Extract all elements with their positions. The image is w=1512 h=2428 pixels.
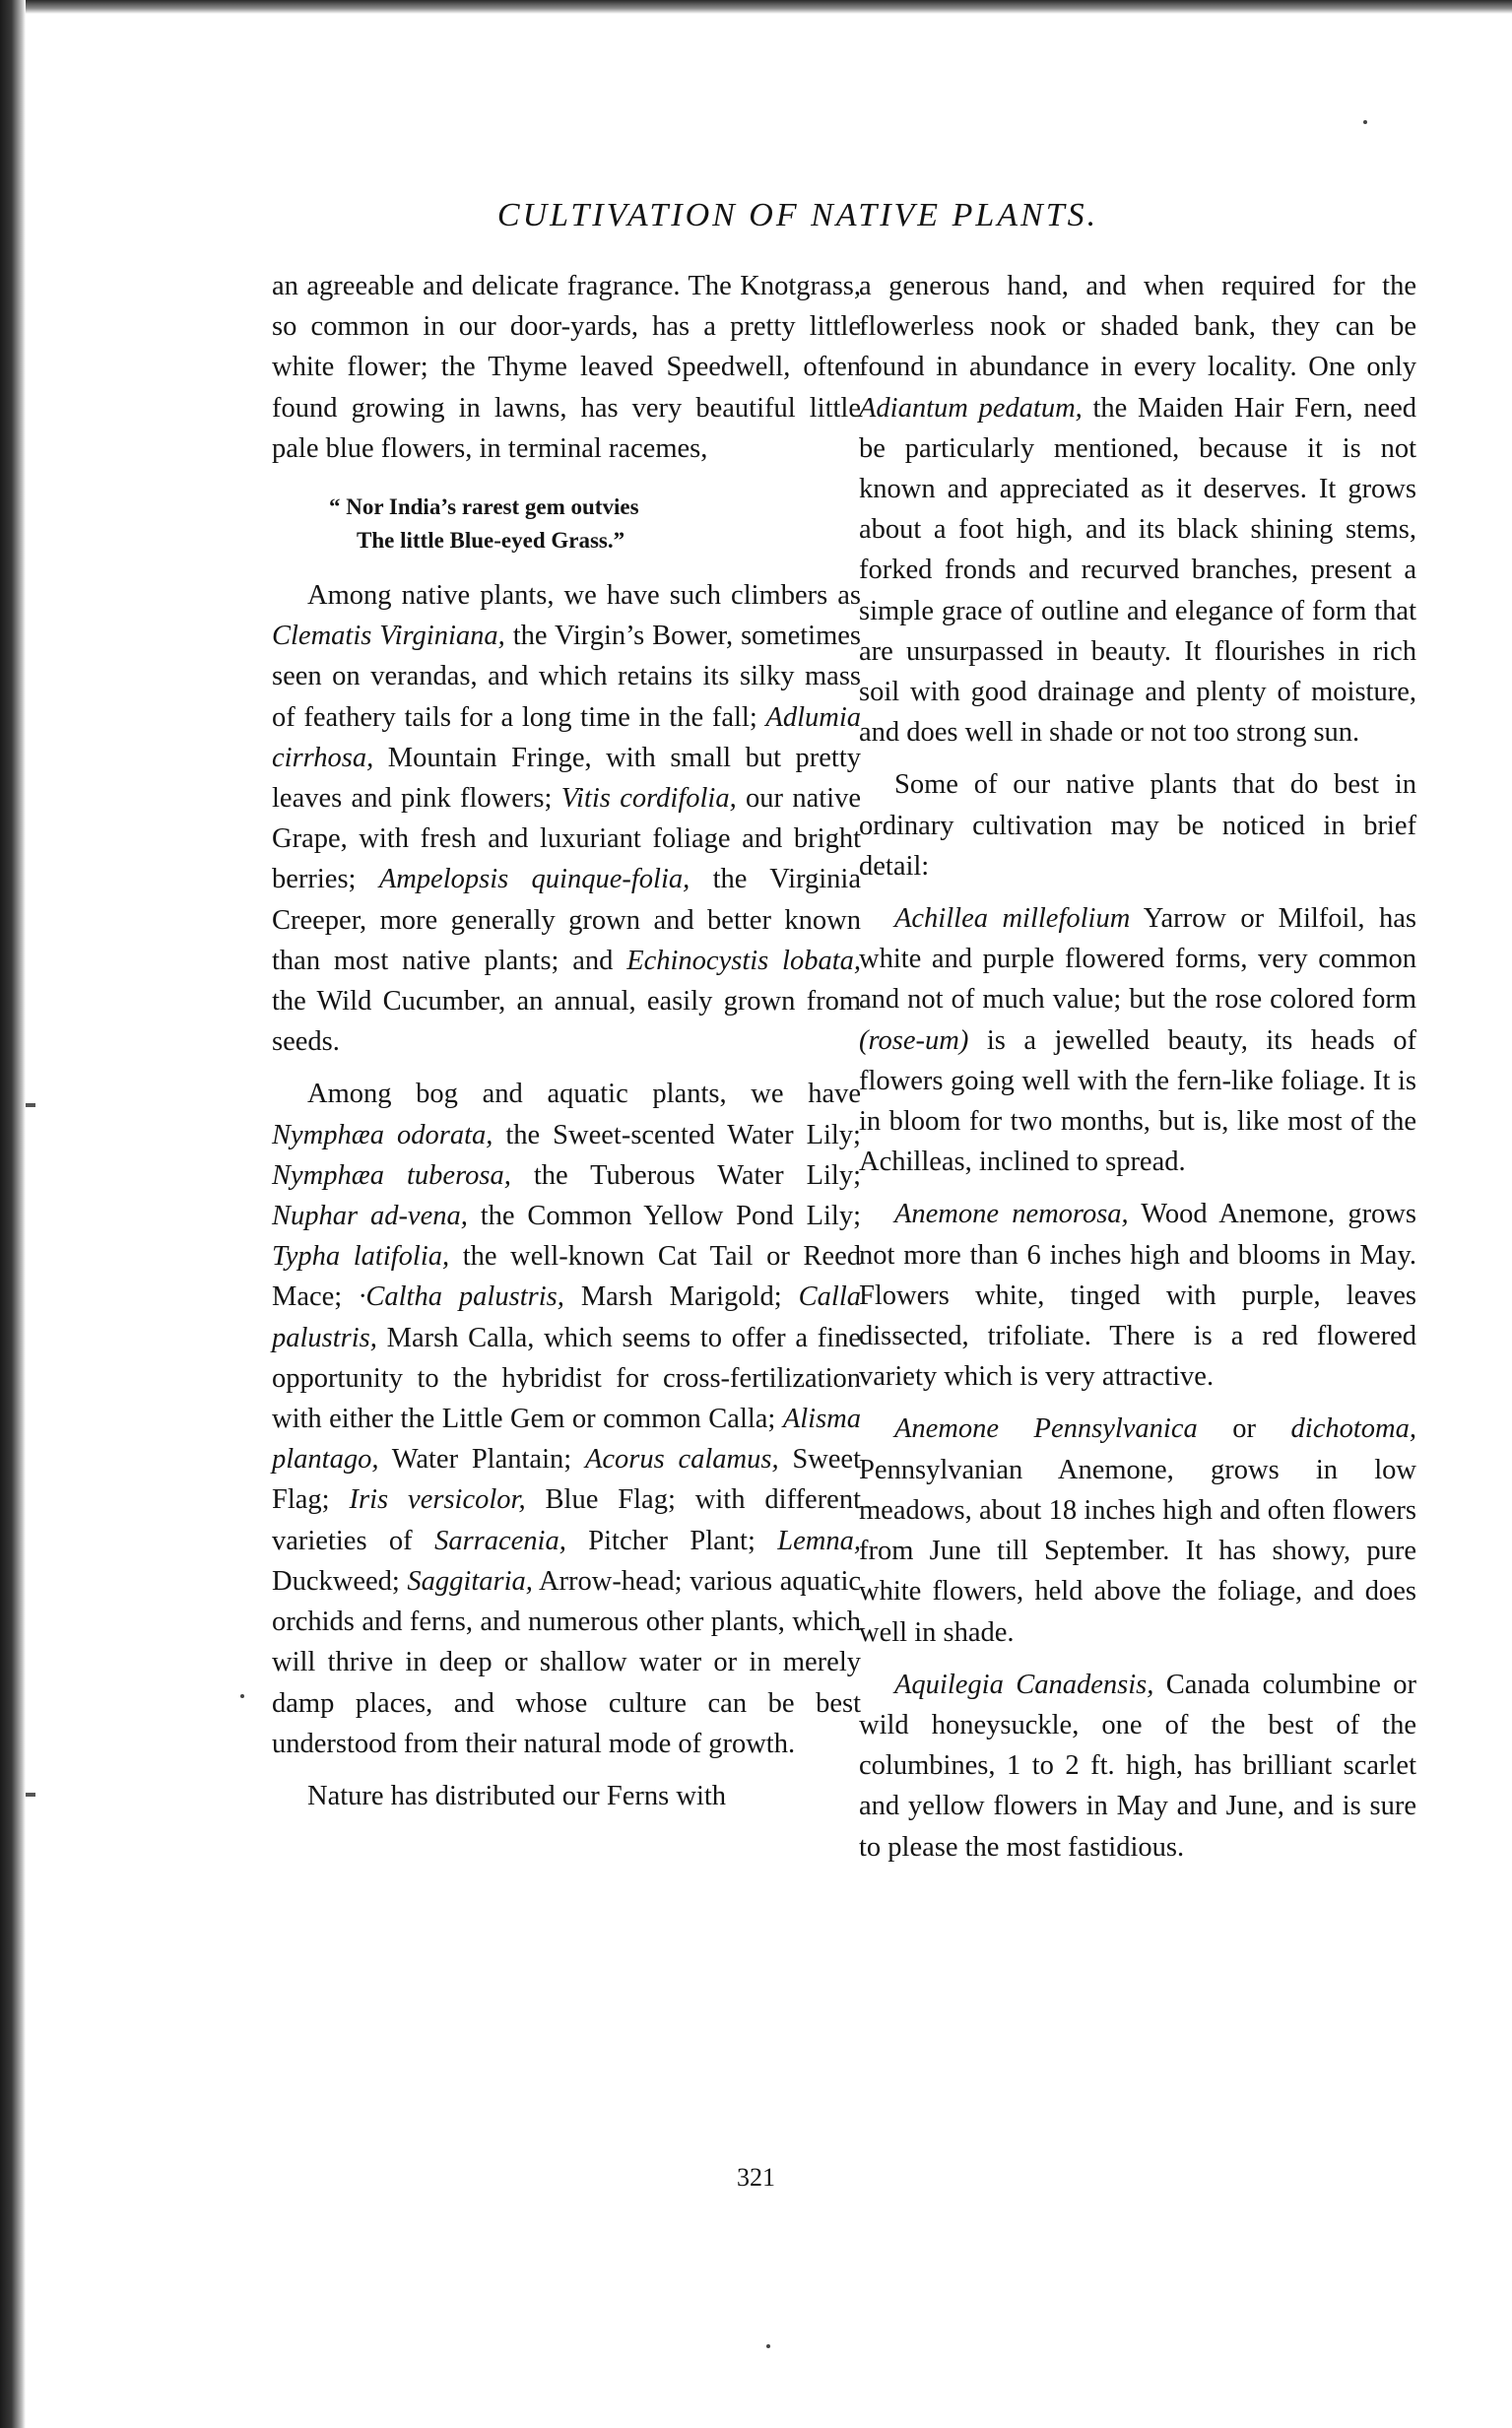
text-run: the Common Yellow Pond Lily; [467, 1201, 861, 1232]
paragraph [272, 575, 861, 1062]
paragraph [859, 266, 1416, 753]
text-run: Some of our native plants that do best in ordinary cultivation may be noticed in brief detail: [859, 769, 1416, 882]
species-name: Iris versicolor, [349, 1484, 526, 1516]
text-run: Duckweed; [272, 1565, 408, 1597]
text-run: or [1197, 1413, 1291, 1445]
species-name: Adlumia cirrhosa, [272, 701, 861, 773]
text-run: Canada columbine or wild honeysuckle, one of the best of the columbines, 1 to 2 ft. high, has brilliant scarlet and yellow flowers in May and June, and is sure to please the most fastidious. [859, 1669, 1416, 1863]
text-run: Wood Anemone, grows not more than 6 inches high and blooms in May. Flowers white, tinged with purple, leaves dissected, trifoliate. There is a red flowered variety which is very attractive. [859, 1199, 1416, 1393]
species-name: Adiantum pedatum, [859, 392, 1083, 424]
scan-speck [1363, 120, 1367, 124]
text-run: the Sweet-scented Water Lily; [493, 1119, 861, 1150]
species-name: dichotoma, [1290, 1413, 1416, 1445]
text-run: Arrow-head; various aquatic orchids and ferns, and numerous other plants, which will thrive in deep or shallow water or in merely damp places, and whose culture can be best understood from their natural mode of growth. [272, 1565, 862, 1759]
text-run: Yarrow or Milfoil, has white and purple flowered forms, very common and not of much value; but the rose colored form [859, 903, 1416, 1016]
species-name: Anemone nemorosa, [894, 1199, 1129, 1230]
text-run: our native Grape, with fresh and luxuriant foliage and bright berries; [272, 783, 861, 895]
species-name: Nymphæa odorata, [272, 1119, 493, 1150]
paragraph [859, 764, 1416, 886]
text-run: Pitcher Plant; [565, 1525, 778, 1556]
text-run: a generous hand, and when required for the flowerless nook or shaded bank, they can be found in abundance in every locality. One only [859, 271, 1416, 383]
species-name: Achillea millefolium [894, 903, 1131, 935]
text-run: Pennsylvanian Anemone, grows in low meadows, about 18 inches high and often flowers from June till September. It has showy, pure white flowers, held above the foliage, and does well in shade. [859, 1454, 1416, 1648]
text-run: Mountain Fringe, with small but pretty leaves and pink flowers; [272, 742, 861, 815]
species-name: Nuphar ad-vena, [272, 1201, 468, 1232]
scan-speck [26, 1103, 35, 1107]
verse-quote [329, 491, 861, 558]
text-run: Water Plantain; [378, 1444, 585, 1476]
text-run: Sweet Flag; [272, 1444, 862, 1516]
running-header: CULTIVATION OF NATIVE PLANTS. [496, 197, 1099, 233]
right-column [859, 266, 1416, 1868]
species-name: Clematis Virginiana, [272, 621, 505, 652]
species-name: Typha latifolia, [272, 1241, 450, 1273]
paragraph [859, 1194, 1416, 1397]
species-name: Lemna, [777, 1525, 862, 1556]
paragraph [859, 1665, 1416, 1868]
text-run: Among bog and aquatic plants, we have [307, 1079, 861, 1110]
species-name: Calla palustris, [272, 1281, 862, 1353]
quote-line: “ Nor India’s rarest gem outvies [329, 494, 639, 520]
paragraph [859, 898, 1416, 1182]
text-run: Marsh Marigold; [563, 1281, 799, 1313]
text-run: the Maiden Hair Fern, need be particularly mentioned, because it is not known and appreciated as it deserves. It grows about a foot high, and its black shining stems, forked fronds and recurved branches, present a simple grace of outline and elegance of form that are unsurpassed in beauty. It flourishes in rich soil with good drainage and plenty of moisture, and does well in shade or not too strong sun. [859, 392, 1416, 749]
text-run: Marsh Calla, which seems to offer a fine opportunity to the hybridist for cross-fertilization with either the Little Gem or common Calla; [272, 1322, 861, 1435]
species-name: Saggitaria, [407, 1565, 533, 1597]
text-run: the well-known Cat Tail or Reed Mace; [272, 1241, 861, 1313]
scan-speck [26, 1793, 35, 1797]
species-name: Anemone Pennsylvanica [894, 1413, 1198, 1445]
species-name: Ampelopsis quinque-folia, [378, 864, 690, 895]
text-run: is a jewelled beauty, its heads of flowers going well with the fern-like foliage. It is in bloom for two months, but is, like most of the Achilleas, inclined to spread. [859, 1024, 1416, 1178]
text-run: the Virginia Creeper, more generally grown and better known than most native plants; and [272, 864, 861, 976]
species-name: Echinocystis lobata, [626, 945, 861, 976]
scan-top-edge [0, 0, 1512, 14]
quote-line: The little Blue-eyed Grass.” [357, 528, 625, 554]
left-column [272, 266, 861, 1816]
scan-speck [766, 2344, 770, 2348]
text-run: Among native plants, we have such climbers as [307, 580, 861, 612]
text-run: Nature has distributed our Ferns with [307, 1780, 727, 1811]
text-run: the Tuberous Water Lily; [510, 1159, 861, 1191]
paragraph [859, 1409, 1416, 1652]
species-name: Aquilegia Canadensis, [894, 1669, 1154, 1700]
species-name: Sarracenia, [434, 1525, 566, 1556]
scan-binding-edge [0, 0, 26, 2428]
species-name: (rose-um) [859, 1024, 969, 1056]
text-run: Blue Flag; with different varieties of [272, 1484, 861, 1556]
page-number: 321 [737, 2163, 775, 2192]
species-name: Nymphæa tuberosa, [272, 1159, 511, 1191]
text-run: the Virgin’s Bower, sometimes seen on verandas, and which retains its silky mass of feathery tails for a long time in the fall; [272, 621, 861, 733]
paragraph [272, 266, 861, 469]
species-name: Vitis cordifolia, [560, 783, 737, 815]
paragraph [272, 1776, 861, 1816]
species-name: ·Caltha palustris, [359, 1281, 564, 1313]
species-name: Acorus calamus, [584, 1444, 779, 1476]
species-name: Alisma plantago, [272, 1404, 861, 1476]
paragraph [272, 1074, 861, 1763]
scan-speck [240, 1694, 244, 1698]
text-run: an agreeable and delicate fragrance. The Knotgrass, so common in our door-yards, has a pretty little white flower; the Thyme leaved Speedwell, often found growing in lawns, has very beautiful little pale blue flowers, in terminal racemes, [272, 271, 861, 464]
text-run: the Wild Cucumber, an annual, easily grown from seeds. [272, 986, 861, 1058]
